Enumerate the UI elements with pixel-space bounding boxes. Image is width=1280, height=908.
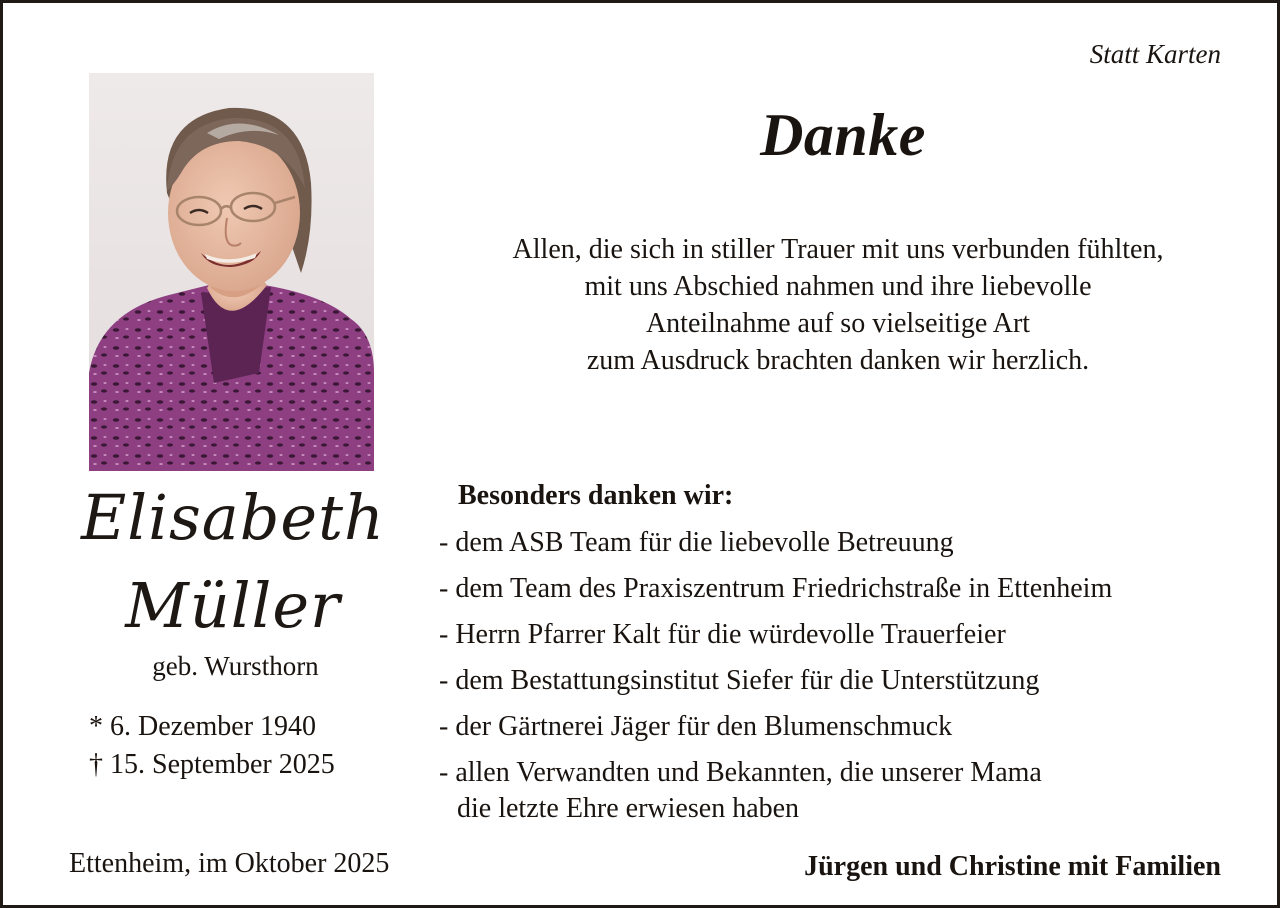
page-title: Danke <box>760 102 926 168</box>
list-item-continuation: die letzte Ehre erwiesen haben <box>457 793 800 824</box>
birth-date: * 6. Dezember 1940 <box>89 711 317 742</box>
intro-text <box>433 231 1243 379</box>
signature: Jürgen und Christine mit Familien <box>804 851 1221 882</box>
thanks-list <box>439 525 1112 827</box>
place-and-date: Ettenheim, im Oktober 2025 <box>69 848 390 879</box>
list-item: - der Gärtnerei Jäger für den Blumenschmuck <box>439 711 953 742</box>
birth-name: geb. Wursthorn <box>152 651 319 681</box>
deceased-first-name: Elisabeth <box>81 481 385 554</box>
intro-line: zum Ausdruck brachten danken wir herzlich. <box>586 345 1090 376</box>
portrait-illustration <box>89 73 374 471</box>
portrait-photo <box>89 73 374 471</box>
list-item: - Herrn Pfarrer Kalt für die würdevolle Trauerfeier <box>439 619 1006 650</box>
death-date: † 15. September 2025 <box>89 749 335 780</box>
list-item: - dem Bestattungsinstitut Siefer für die Unterstützung <box>439 665 1040 696</box>
deceased-last-name: Müller <box>125 569 341 642</box>
list-item: - dem ASB Team für die liebevolle Betreuung <box>439 527 954 558</box>
list-item: - dem Team des Praxiszentrum Friedrichstraße in Ettenheim <box>439 573 1113 604</box>
intro-line: Allen, die sich in stiller Trauer mit uns verbunden fühlten, <box>512 234 1164 265</box>
intro-line: Anteilnahme auf so vielseitige Art <box>645 308 1031 339</box>
list-item-line: - allen Verwandten und Bekannten, die unserer Mama <box>439 757 1042 788</box>
intro-line: mit uns Abschied nahmen und ihre liebevolle <box>584 271 1092 302</box>
statt-karten-label: Statt Karten <box>1089 39 1221 69</box>
life-dates <box>89 708 335 784</box>
list-item <box>439 755 1112 827</box>
thanks-heading: Besonders danken wir: <box>458 480 734 511</box>
